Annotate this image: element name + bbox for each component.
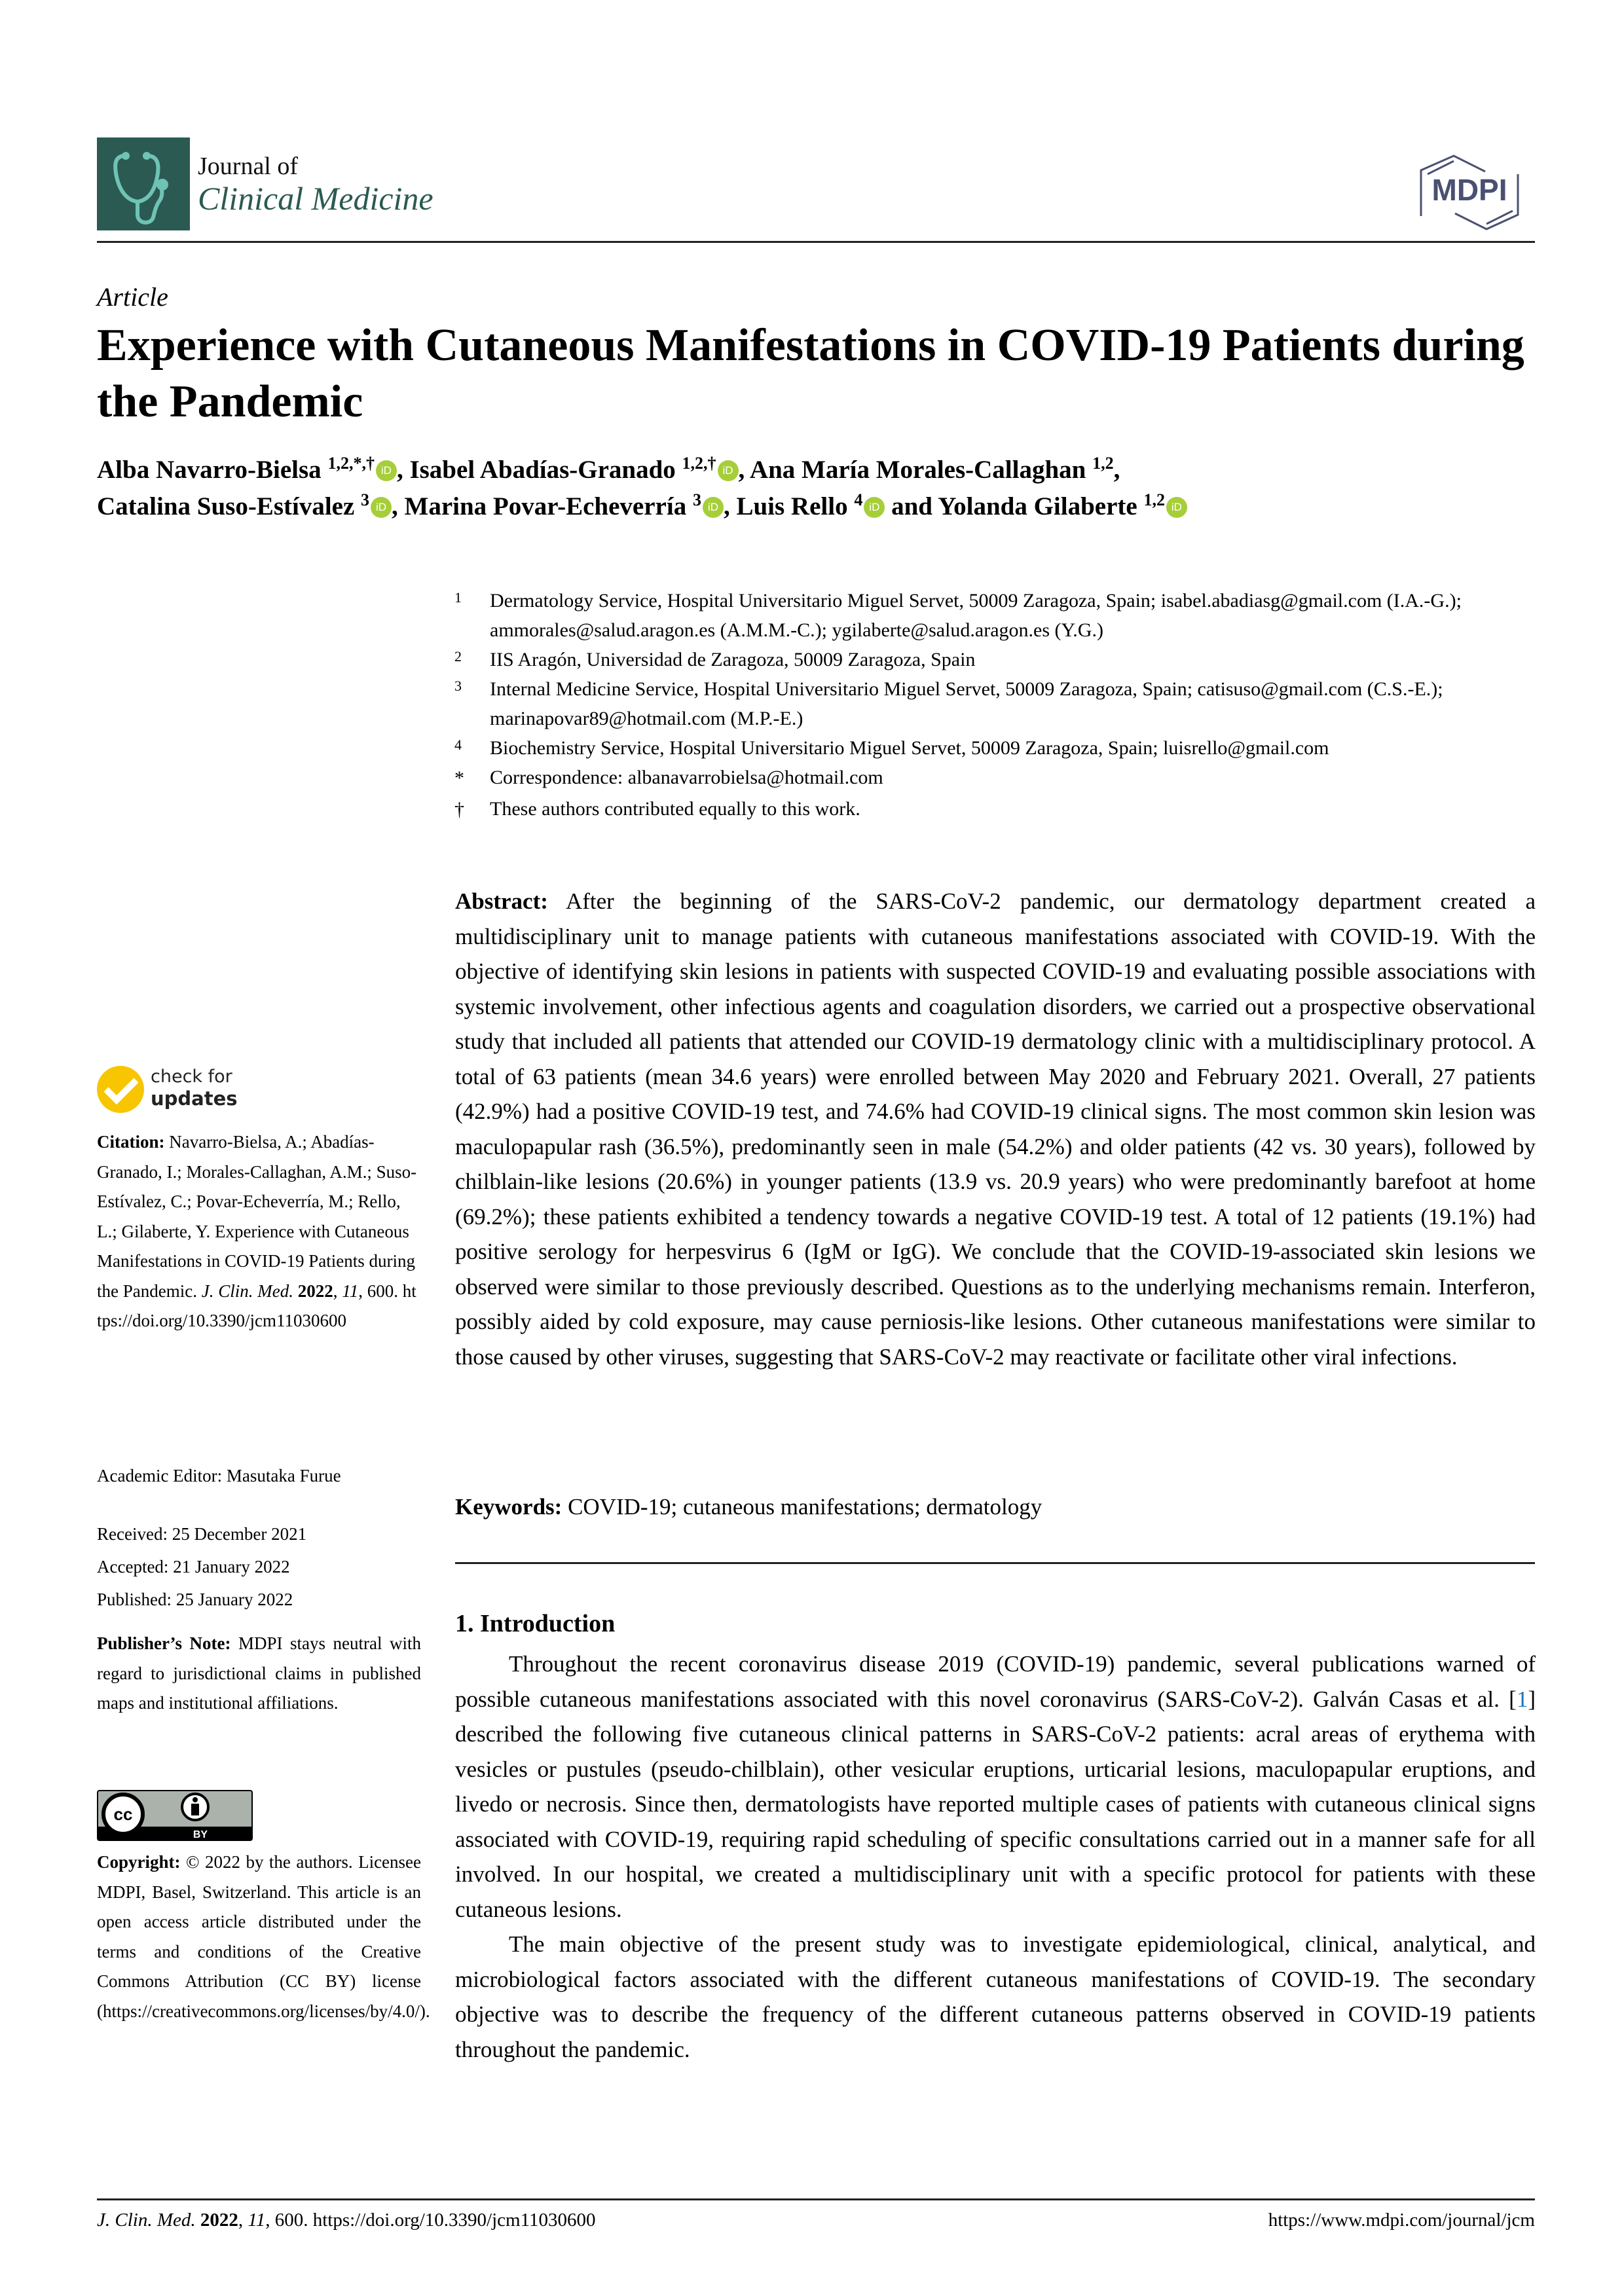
footer-volume: 11 — [248, 2210, 266, 2231]
check-updates-label-2[interactable]: updates — [151, 1087, 238, 1110]
affiliation-text: Correspondence: albanavarrobielsa@hotmail.com — [490, 767, 883, 788]
author-name: Yolanda Gilaberte — [938, 492, 1137, 520]
affiliation-mark: 2 — [454, 648, 462, 665]
citation-block: Citation: Navarro-Bielsa, A.; Abadías-Granado, I.; Morales-Callaghan, A.M.; Suso-Estívalez, C.; Povar-Echeverría, M.; Rello, L.; Gilaberte, Y. Experience with Cutaneous Manifestations in COVID-19 Patients during the Pandemic. J. Clin. Med. 2022, 11, 600. https://doi.org/10.3390/jcm11030600 — [97, 1132, 417, 1330]
affiliation-text: Biochemistry Service, Hospital Universitario Miguel Servet, 50009 Zaragoza, Spain; luisrello@gmail.com — [490, 737, 1329, 759]
author-affiliation-marks: 1,2 — [1092, 454, 1114, 473]
keywords-text: COVID-19; cutaneous manifestations; dermatology — [568, 1494, 1043, 1520]
author-separator: , — [723, 492, 737, 520]
author-name: Alba Navarro-Bielsa — [97, 456, 322, 484]
intro-p1-text-b: ] described the following five cutaneous clinical patterns in SARS-CoV-2 patients: acral areas of erythema with vesicles or pustules (pseudo-chilblain), other vesicular eruptions, urticarial lesions, maculopapular eruptions, and livedo or necrosis. Since then, dermatologists have reported multiple cases of patients with cutaneous clinical signs associated with COVID-19, requiring rapid scheduling of specific consultations carried out in a manner safe for all involved. In our hospital, we created a multidisciplinary unit with a specific protocol for patients with these cutaneous lesions. — [455, 1686, 1536, 1922]
cc-by-label: BY — [193, 1829, 208, 1840]
author-separator: and — [885, 492, 938, 520]
published-date: Published: 25 January 2022 — [97, 1590, 293, 1609]
affiliation-item — [452, 733, 1539, 763]
header-divider — [97, 241, 1535, 243]
reference-link-1[interactable]: 1 — [1516, 1686, 1528, 1712]
orcid-icon[interactable]: iD — [376, 460, 397, 481]
page-title: Experience with Cutaneous Manifestations in COVID-19 Patients during the Pandemic — [97, 320, 1524, 427]
cc-by-license-badge[interactable] — [97, 1790, 253, 1841]
footer-year: 2022 — [200, 2210, 238, 2231]
publisher-note — [97, 1629, 421, 1719]
author-affiliation-marks: 1,2,*,† — [327, 454, 375, 473]
orcid-icon[interactable]: iD — [1166, 497, 1187, 518]
citation-doi-link[interactable]: https://doi.org/10.3390/jcm11030600 — [97, 1281, 416, 1330]
journal-name-line2: Clinical Medicine — [198, 180, 434, 217]
author-affiliation-marks: 3 — [692, 490, 701, 509]
citation-journal: J. Clin. Med. — [201, 1281, 293, 1301]
affiliation-item — [452, 674, 1539, 733]
publisher-note-text: MDPI stays neutral with regard to jurisdictional claims in published maps and institutional affiliations. — [97, 1633, 422, 1713]
affiliation-item — [452, 586, 1539, 645]
accepted-date: Accepted: 21 January 2022 — [97, 1557, 290, 1576]
affiliation-item — [452, 763, 1539, 794]
abstract-text: After the beginning of the SARS-CoV-2 pandemic, our dermatology department created a multidisciplinary unit to manage patients with cutaneous manifestations associated with COVID-19. With the objective of identifying skin lesions in patients with suspected COVID-19 and evaluating possible associations with systemic involvement, other infectious agents and coagulation disorders, we carried out a prospective observational study that included all patients that attended our COVID-19 dermatology clinic with a multidisciplinary protocol. A total of 63 patients (mean 34.6 years) were enrolled between May 2020 and February 2021. Overall, 27 patients (42.9%) had a positive COVID-19 test, and 74.6% had COVID-19 clinical signs. The most common skin lesion was maculopapular rash (36.5%), predominantly seen in male (54.2%) and older patients (42 vs. 30 years), followed by chilblain-like lesions (20.6%) in younger patients (13.9 vs. 20.9 years) who were predominantly barefoot at home (69.2%); these patients exhibited a tendency towards a negative COVID-19 test. A total of 12 patients (19.1%) had positive serology for herpesvirus 6 (IgM or IgG). We conclude that the COVID-19-associated skin lesions we observed were similar to those previously described. Questions as to the underlying mechanisms remain. Interferon, possibly aided by cold exposure, may cause perniosis-like lesions. Other cutaneous manifestations were similar to those caused by other viruses, suggesting that SARS-CoV-2 may reactivate or facilitate other viral infections. — [455, 888, 1536, 1370]
affiliation-item — [452, 794, 1539, 826]
affiliation-mark: 4 — [454, 737, 462, 753]
footer-divider — [97, 2198, 1535, 2200]
affiliations-list — [452, 586, 1539, 826]
author-name: Luis Rello — [736, 492, 848, 520]
author-name: Catalina Suso-Estívalez — [97, 492, 355, 520]
citation-volume: 11 — [342, 1281, 359, 1301]
author-separator: , — [392, 492, 405, 520]
citation-pages: , 600. — [358, 1281, 398, 1301]
intro-paragraph-1 — [455, 1647, 1536, 1927]
introduction-body — [455, 1647, 1536, 2067]
section-heading-introduction: 1. Introduction — [455, 1610, 616, 1637]
orcid-icon[interactable]: iD — [864, 497, 885, 518]
keywords — [455, 1489, 1536, 1525]
footer-doi[interactable]: , 600. https://doi.org/10.3390/jcm11030600 — [265, 2210, 596, 2231]
affiliation-mark: * — [454, 767, 464, 789]
creative-commons-icon — [97, 1790, 253, 1841]
footer-journal: J. Clin. Med. — [97, 2210, 196, 2231]
affiliation-mark: 3 — [454, 678, 462, 694]
copyright-label: Copyright: — [97, 1852, 181, 1872]
intro-p1-text-a: Throughout the recent coronavirus disease 2019 (COVID-19) pandemic, several publications warned of possible cutaneous manifestations associated with this novel coronavirus (SARS-CoV-2). Galván Casas et al. [ — [455, 1651, 1536, 1712]
author-name: Isabel Abadías-Granado — [409, 456, 676, 484]
abstract — [455, 884, 1536, 1374]
received-date: Received: 25 December 2021 — [97, 1524, 307, 1544]
publication-dates — [97, 1518, 421, 1616]
citation-year: 2022 — [297, 1281, 333, 1301]
abstract-label: Abstract: — [455, 888, 548, 914]
journal-name-line1: Journal of — [198, 153, 299, 180]
orcid-icon[interactable]: iD — [703, 497, 724, 518]
affiliation-mark: 1 — [454, 589, 462, 606]
mdpi-logo-text: MDPI — [1431, 173, 1507, 207]
author-list — [97, 452, 1538, 525]
citation-text: Navarro-Bielsa, A.; Abadías-Granado, I.; Morales-Callaghan, A.M.; Suso-Estívalez, C.; Povar-Echeverría, M.; Rello, L.; Gilaberte, Y. Experience with Cutaneous Manifestations in COVID-19 Patients during the Pandemic. — [97, 1132, 417, 1301]
academic-editor: Academic Editor: Masutaka Furue — [97, 1466, 341, 1485]
author-name: Marina Povar-Echeverría — [404, 492, 687, 520]
author-separator: , — [1113, 456, 1120, 484]
publisher-note-label: Publisher’s Note: — [97, 1633, 231, 1653]
affiliation-mark: † — [454, 799, 464, 820]
checkmark-icon — [97, 1066, 144, 1113]
check-for-updates-button[interactable] — [97, 1066, 144, 1113]
mdpi-logo[interactable] — [1408, 152, 1532, 230]
intro-paragraph-2: The main objective of the present study was to investigate epidemiological, clinical, analytical, and microbiological factors associated with the different cutaneous manifestations of COVID-19. The secondary objective was to describe the frequency of the different cutaneous patterns observed in COVID-19 patients throughout the pandemic. — [455, 1931, 1536, 2062]
check-updates-label-1[interactable]: check for — [151, 1066, 232, 1087]
affiliation-text: Internal Medicine Service, Hospital Universitario Miguel Servet, 50009 Zaragoza, Spain; catisuso@gmail.com (C.S.-E.); marinapovar89@hotmail.com (M.P.-E.) — [490, 678, 1443, 729]
citation-label: Citation: — [97, 1132, 165, 1152]
mdpi-hexagon-icon — [1408, 152, 1532, 230]
orcid-icon[interactable]: iD — [718, 460, 739, 481]
copyright-text: © 2022 by the authors. Licensee MDPI, Basel, Switzerland. This article is an open access article distributed under the terms and conditions of the Creative Commons Attribution (CC BY) license (https://creativecommons.org/licenses/by/4.0/). — [97, 1852, 430, 2021]
footer-citation: J. Clin. Med. 2022, 11, 600. https://doi.org/10.3390/jcm11030600 — [97, 2210, 596, 2231]
article-type: Article — [97, 282, 168, 312]
affiliation-text: IIS Aragón, Universidad de Zaragoza, 50009 Zaragoza, Spain — [490, 649, 976, 670]
stethoscope-icon — [97, 137, 190, 230]
author-separator: , — [738, 456, 750, 484]
keywords-label: Keywords: — [455, 1494, 563, 1520]
author-affiliation-marks: 1,2,† — [682, 454, 716, 473]
copyright-notice — [97, 1848, 430, 2026]
cc-glyph: cc — [113, 1804, 133, 1824]
affiliation-text: These authors contributed equally to this work. — [490, 798, 860, 820]
journal-logo[interactable] — [97, 137, 190, 230]
footer-journal-url[interactable]: https://www.mdpi.com/journal/jcm — [1268, 2210, 1535, 2231]
affiliation-item — [452, 645, 1539, 674]
author-name: Ana María Morales-Callaghan — [749, 456, 1086, 484]
keywords-divider — [455, 1562, 1535, 1564]
author-affiliation-marks: 4 — [854, 490, 863, 509]
author-affiliation-marks: 1,2 — [1143, 490, 1165, 509]
affiliation-text: Dermatology Service, Hospital Universitario Miguel Servet, 50009 Zaragoza, Spain; isabel.abadiasg@gmail.com (I.A.-G.); ammorales@salud.aragon.es (A.M.M.-C.); ygilaberte@salud.aragon.es (Y.G.) — [490, 590, 1462, 641]
author-separator: , — [396, 456, 410, 484]
author-affiliation-marks: 3 — [361, 490, 370, 509]
orcid-icon[interactable]: iD — [371, 497, 392, 518]
